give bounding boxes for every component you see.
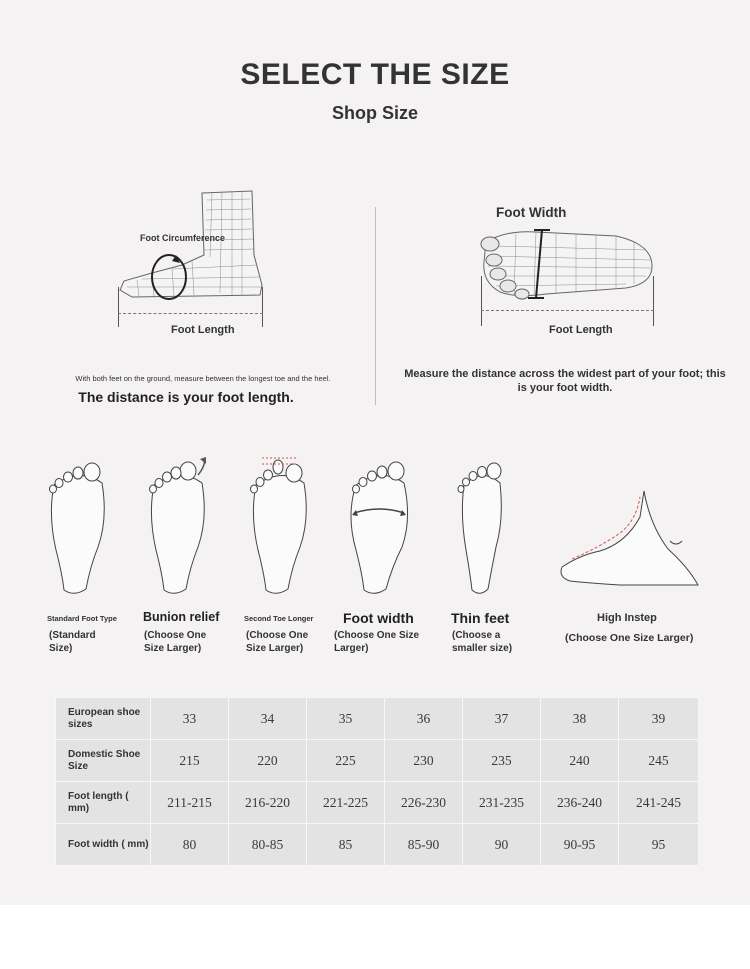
table-row-label: Domestic Shoe Size <box>56 740 151 782</box>
right-measure-note: Measure the distance across the widest part of your foot; this is your foot width. <box>404 368 726 394</box>
foot-type-standard-title: Standard Foot Type <box>47 614 117 623</box>
table-row <box>56 782 699 824</box>
table-cell: 95 <box>619 824 699 866</box>
table-cell: 230 <box>385 740 463 782</box>
page-subtitle: Shop Size <box>331 103 418 123</box>
foot-type-standard-desc: (Standard Size) <box>49 630 96 654</box>
foot-type-instep-title: High Instep <box>597 612 657 624</box>
table-cell: 80 <box>151 824 229 866</box>
foot-type-thin-desc: (Choose a smaller size) <box>452 630 513 654</box>
size-table <box>55 697 699 866</box>
table-row-label: Foot length ( mm) <box>56 782 151 824</box>
table-cell: 211-215 <box>151 782 229 824</box>
table-cell: 231-235 <box>463 782 541 824</box>
table-cell: 36 <box>385 698 463 740</box>
foot-types-illustration <box>40 455 720 605</box>
table-cell: 226-230 <box>385 782 463 824</box>
table-cell: 241-245 <box>619 782 699 824</box>
table-row <box>56 740 699 782</box>
foot-circumference-illustration <box>112 185 272 305</box>
table-cell: 236-240 <box>541 782 619 824</box>
table-cell: 37 <box>463 698 541 740</box>
table-cell: 34 <box>229 698 307 740</box>
foot-length-label-left: Foot Length <box>171 324 235 336</box>
table-cell: 90 <box>463 824 541 866</box>
foot-type-width-desc: (Choose One Size Larger) <box>334 630 420 654</box>
left-measure-note: With both feet on the ground, measure between the longest toe and the heel. <box>75 374 331 383</box>
foot-circumference-label: Foot Circumference <box>140 233 226 243</box>
table-cell: 80-85 <box>229 824 307 866</box>
foot-width-label: Foot Width <box>496 205 567 220</box>
table-cell: 216-220 <box>229 782 307 824</box>
foot-length-label-right: Foot Length <box>549 324 613 336</box>
table-row-label: European shoe sizes <box>56 698 151 740</box>
table-cell: 240 <box>541 740 619 782</box>
table-row <box>56 698 699 740</box>
length-dimension-line <box>118 313 263 314</box>
foot-type-bunion-desc: (Choose One Size Larger) <box>144 630 207 654</box>
table-cell: 225 <box>307 740 385 782</box>
foot-type-second-toe-title: Second Toe Longer <box>244 614 314 623</box>
table-cell: 245 <box>619 740 699 782</box>
size-table-body <box>56 698 699 866</box>
table-cell: 220 <box>229 740 307 782</box>
table-cell: 215 <box>151 740 229 782</box>
table-cell: 90-95 <box>541 824 619 866</box>
foot-type-second-toe-desc: (Choose One Size Larger) <box>246 630 309 654</box>
foot-type-bunion-title: Bunion relief <box>143 610 220 624</box>
table-row-label: Foot width ( mm) <box>56 824 151 866</box>
table-cell: 85-90 <box>385 824 463 866</box>
foot-type-instep-desc: (Choose One Size Larger) <box>565 632 694 644</box>
table-cell: 221-225 <box>307 782 385 824</box>
width-tick-right <box>653 276 654 326</box>
length-tick-left <box>118 287 119 327</box>
section-divider <box>375 207 376 405</box>
table-cell: 35 <box>307 698 385 740</box>
length-tick-right <box>262 287 263 327</box>
width-dimension-line <box>481 310 654 311</box>
table-cell: 235 <box>463 740 541 782</box>
table-cell: 85 <box>307 824 385 866</box>
table-cell: 38 <box>541 698 619 740</box>
width-tick-left <box>481 276 482 326</box>
foot-type-width-title: Foot width <box>343 610 414 626</box>
table-row <box>56 824 699 866</box>
page-title: SELECT THE SIZE <box>240 58 510 91</box>
table-cell: 33 <box>151 698 229 740</box>
foot-type-thin-title: Thin feet <box>451 610 510 626</box>
left-measure-main-text: The distance is your foot length. <box>78 389 294 405</box>
table-cell: 39 <box>619 698 699 740</box>
foot-width-illustration <box>476 222 656 304</box>
